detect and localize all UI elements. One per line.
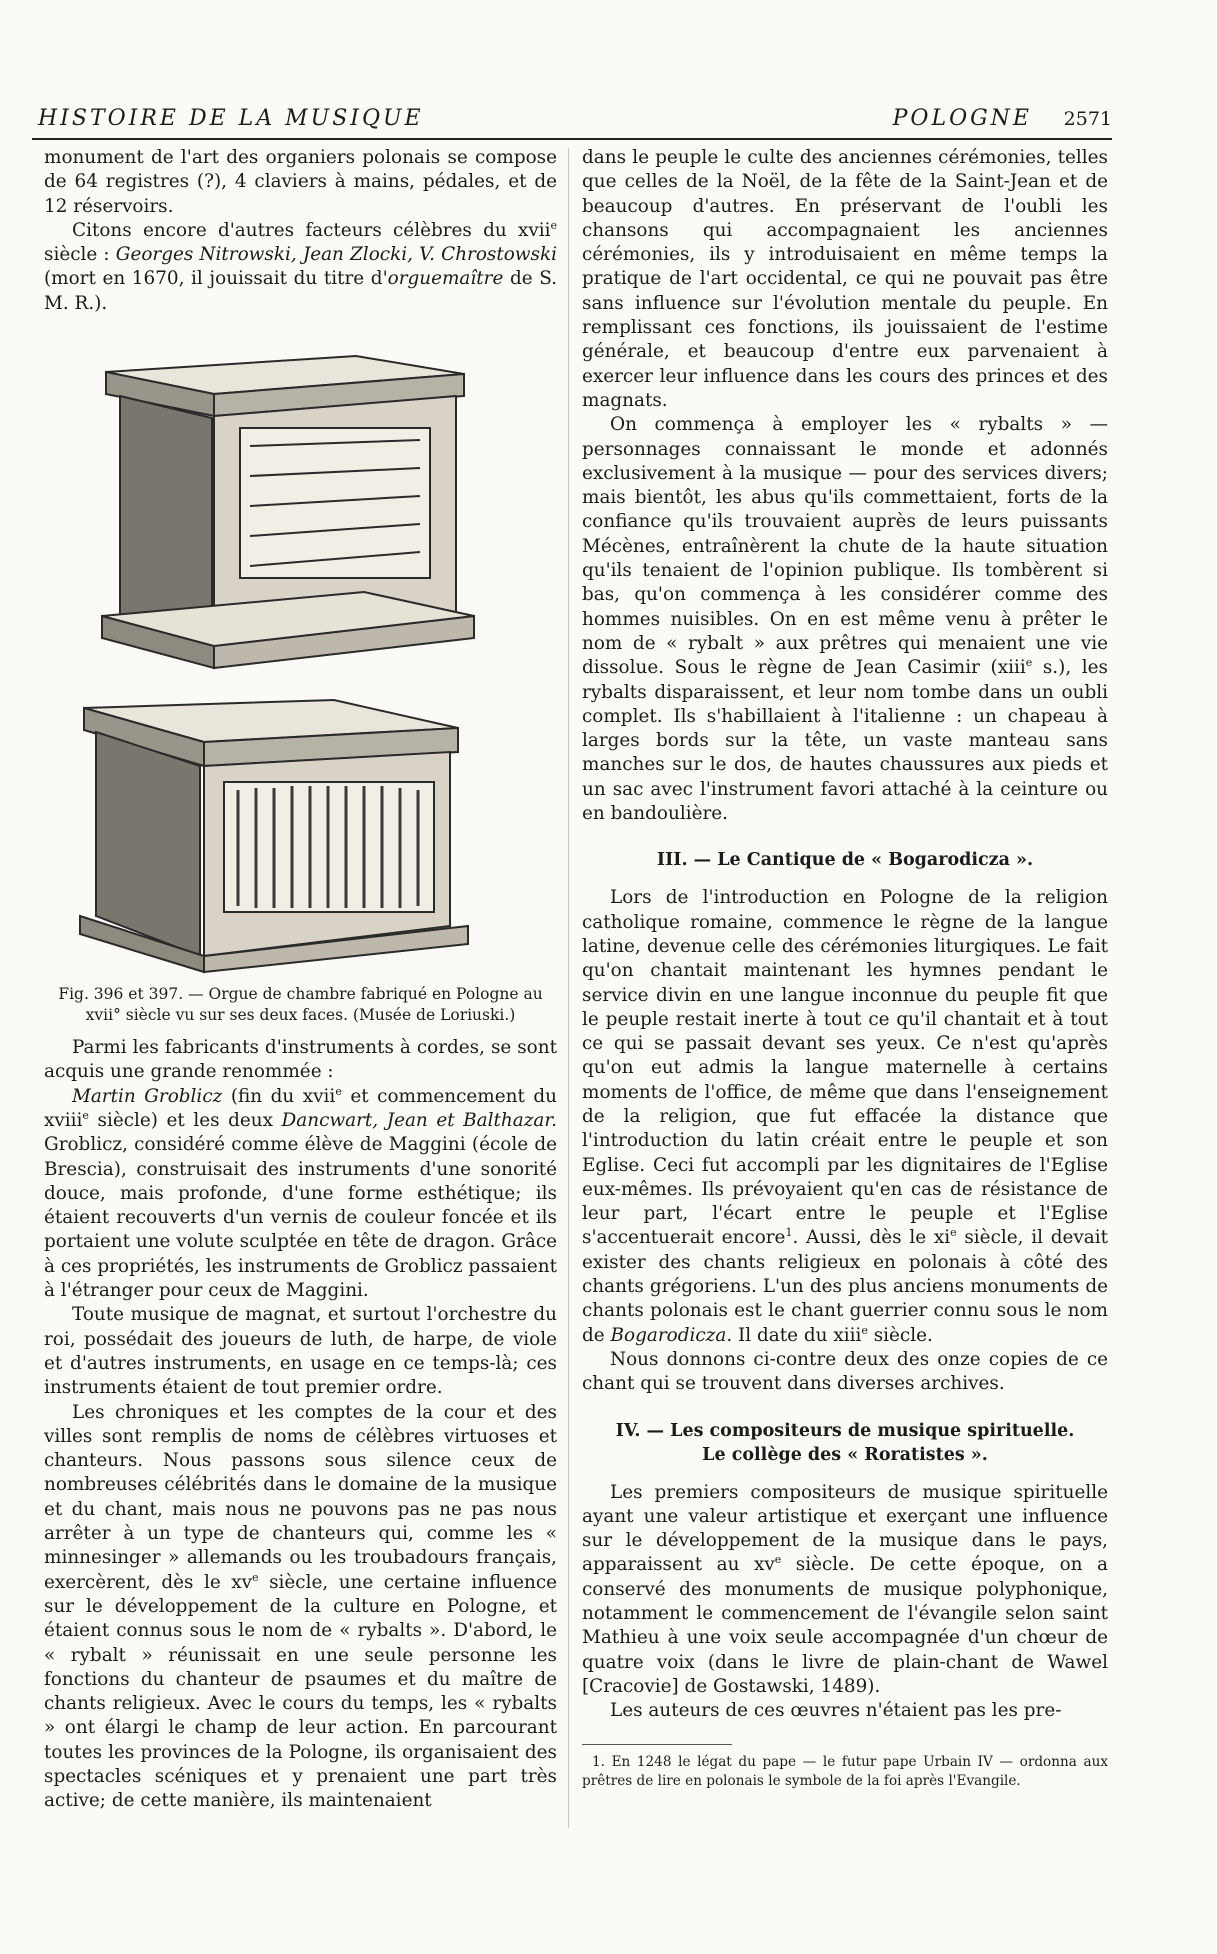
paragraph: Nous donnons ci-contre deux des onze copies de ce chant qui se trouvent dans diverses archives. [582, 1348, 1108, 1395]
section-heading-3: III. — Le Cantique de « Bogarodicza ». [656, 850, 1034, 871]
paragraph: Lors de l'introduction en Pologne de la religion catholique romaine, commence le règne de la langue latine, devenue celle des cérémonies liturgiques. Le fait qu'on chantait maintenant les hymnes pendant le service divin en une langue inconnue du peuple fit que le peuple restait inerte à tout ce qu'il chantait et à tout ce qui se passait devant ses yeux. Ce n'est qu'après qu'on eut admis la langue maternelle à certains moments de l'office, de même que dans l'enseignement de la religion, que fut effacée la distance que l'introduction du latin créait entre le peuple et son Eglise. Ceci fut accompli par les dignitaires de l'Eglise eux-mêmes. Ils prévoyaient qu'en cas de résistance de leur part, l'écart entre le peuple et l'Eglise s'accentuerait encore$^1$. Aussi, dès le $xi^e$ siècle, il devait exister des chants religieux en polonais à côté des chants grégoriens. L'un des plus anciens monuments de chants polonais est le chant guerrier connu sous le nom de Bogarodicza. Il date du xiii$^e$ siècle. [582, 887, 1109, 1346]
paragraph: Les chroniques et les comptes de la cour et des villes sont remplis de noms de célèbres virtuoses et chanteurs. Nous passons sous silence ceux de nombreuses célébrités dans le domaine de la musique et du chant, mais nous ne pouvons pas ne pas nous arrêter à un type de chanteurs qui, comme les « minnesinger » allemands ou les troubadours français, exercèrent, dès le $xv^e$ siècle, une certaine influence sur le développement de la culture en Pologne, et étaient connus sous le nom de « rybalts ». D'abord, le « rybalt » réunissait en une seule personne les fonctions du chanteur de psaumes et du maître de chants religieux. Avec le cours du temps, les « rybalts » ont élargi le champ de leur action. En parcourant toutes les provinces de la Pologne, ils organisaient des spectacles scéniques et y prenaient une part très active; de cette manière, ils maintenaient [44, 1401, 557, 1812]
paragraph: Toute musique de magnat, et surtout l'orchestre du roi, possédait des joueurs de luth, de harpe, de viole et d'autres instruments, en usage en ce temps-là; ces instruments étaient de tout premier ordre. [44, 1304, 557, 1399]
left-column [44, 146, 557, 1814]
paragraph: monument de l'art des organiers polonais se compose de 64 registres (?), 4 claviers à mains, pédales, et de 12 réservoirs. [44, 147, 557, 217]
page-number: 2571 [1063, 108, 1112, 130]
section-heading-4: IV. — Les compositeurs de musique spirituelle. Le collège des « Roratistes ». [615, 1420, 1075, 1465]
figure-organ [44, 316, 557, 1026]
column-divider [568, 148, 569, 1828]
footnote-ref: 1 [785, 1226, 793, 1240]
paragraph: dans le peuple le culte des anciennes cérémonies, telles que celles de la Noël, de la fête de la Saint-Jean et de beaucoup d'autres. En préservant de l'oubli les chansons qui accompagnaient les anciennes cérémonies, ils y introduisaient en même temps la pratique de l'art occidental, ce qui ne pouvait pas être sans influence sur l'évolution mentale du peuple. En remplissant ces fonctions, ils jouissaient de l'estime générale, et beaucoup d'entre eux parvenaient à exercer leur influence dans les cours des princes et des magnats. [582, 147, 1108, 411]
maker-names: Georges Nitrowski, Jean Zlocki, V. Chrostowski [115, 244, 558, 266]
running-title-right: POLOGNE [892, 106, 1032, 131]
organ-engraving-illustration [44, 316, 557, 976]
right-column [582, 146, 1108, 1791]
paragraph: On commença à employer les « rybalts » — personnages connaissant le monde et adonnés exclusivement à la musique — pour des services divers; mais bientôt, les abus qu'ils commettaient, forts de la confiance qu'ils trouvaient auprès de leurs puissants Mécènes, entraînèrent la chute de la haute situation qu'ils tenaient de l'opinion publique. Ils tombèrent si bas, qu'on commença à les considérer comme des hommes nuisibles. On en est même venu à prêter le nom de « rybalt » aux prêtres qui menaient une vie dissolue. Sous le règne de Jean Casimir (xiii$^e$ s.), les rybalts disparaissent, et leur nom tombe dans un oubli complet. Ils s'habillaient à l'italienne : un chapeau à larges bords sur la tête, un vaste manteau sans manches sur le dos, de hautes chaussures aux pieds et un sac avec l'instrument favori attaché à la ceinture ou en bandoulière. [582, 414, 1108, 825]
footnote: 1. En 1248 le légat du pape — le futur pape Urbain IV — ordonna aux prêtres de lire en polonais le symbole de la foi après l'Evangile. [582, 1753, 1108, 1789]
running-header [32, 104, 1112, 140]
figure-caption: Fig. 396 et 397. — Orgue de chambre fabriqué en Pologne au xvii° siècle vu sur ses deux faces. (Musée de Loriuski.) [58, 985, 543, 1025]
paragraph: Parmi les fabricants d'instruments à cordes, se sont acquis une grande renommée : [44, 1037, 557, 1083]
paragraph: Les premiers compositeurs de musique spirituelle ayant une valeur artistique et exerçant une influence sur le développement de la musique dans le pays, apparaissent au $xv^e$ siècle. De cette époque, on a conservé des monuments de musique polyphonique, notamment le commencement de l'évangile selon saint Mathieu à une voix seule accompagnée d'un chœur de quatre voix (dans le livre de plain-chant de Wawel [Cracovie] de Gostawski, 1489). [582, 1481, 1108, 1697]
paragraph: Citons encore d'autres facteurs célèbres du xvii$^e$ siècle : Georges Nitrowski, Jean Zlocki, V. Chrostowski (mort en 1670, il jouissait du titre d'orguemaître de S. M. R.). [44, 218, 558, 314]
running-title-left: HISTOIRE DE LA MUSIQUE [38, 106, 424, 131]
paragraph: Martin Groblicz (fin du xvii$^e$ et commencement du xviii$^e$ siècle) et les deux Dancwart, Jean et Balthazar. Groblicz, considéré comme élève de Maggini (école de Brescia), construisait des instruments d'une sonorité douce, mais profonde, d'une forme esthétique; ils étaient recouverts d'un vernis de couleur foncée et ils portaient une volute sculptée en tête de dragon. Grâce à ces propriétés, les instruments de Groblicz passaient à l'étranger pour ceux de Maggini. [44, 1084, 557, 1302]
footnote-rule [582, 1744, 732, 1745]
paragraph: Les auteurs de ces œuvres n'étaient pas les pre- [610, 1700, 1062, 1722]
